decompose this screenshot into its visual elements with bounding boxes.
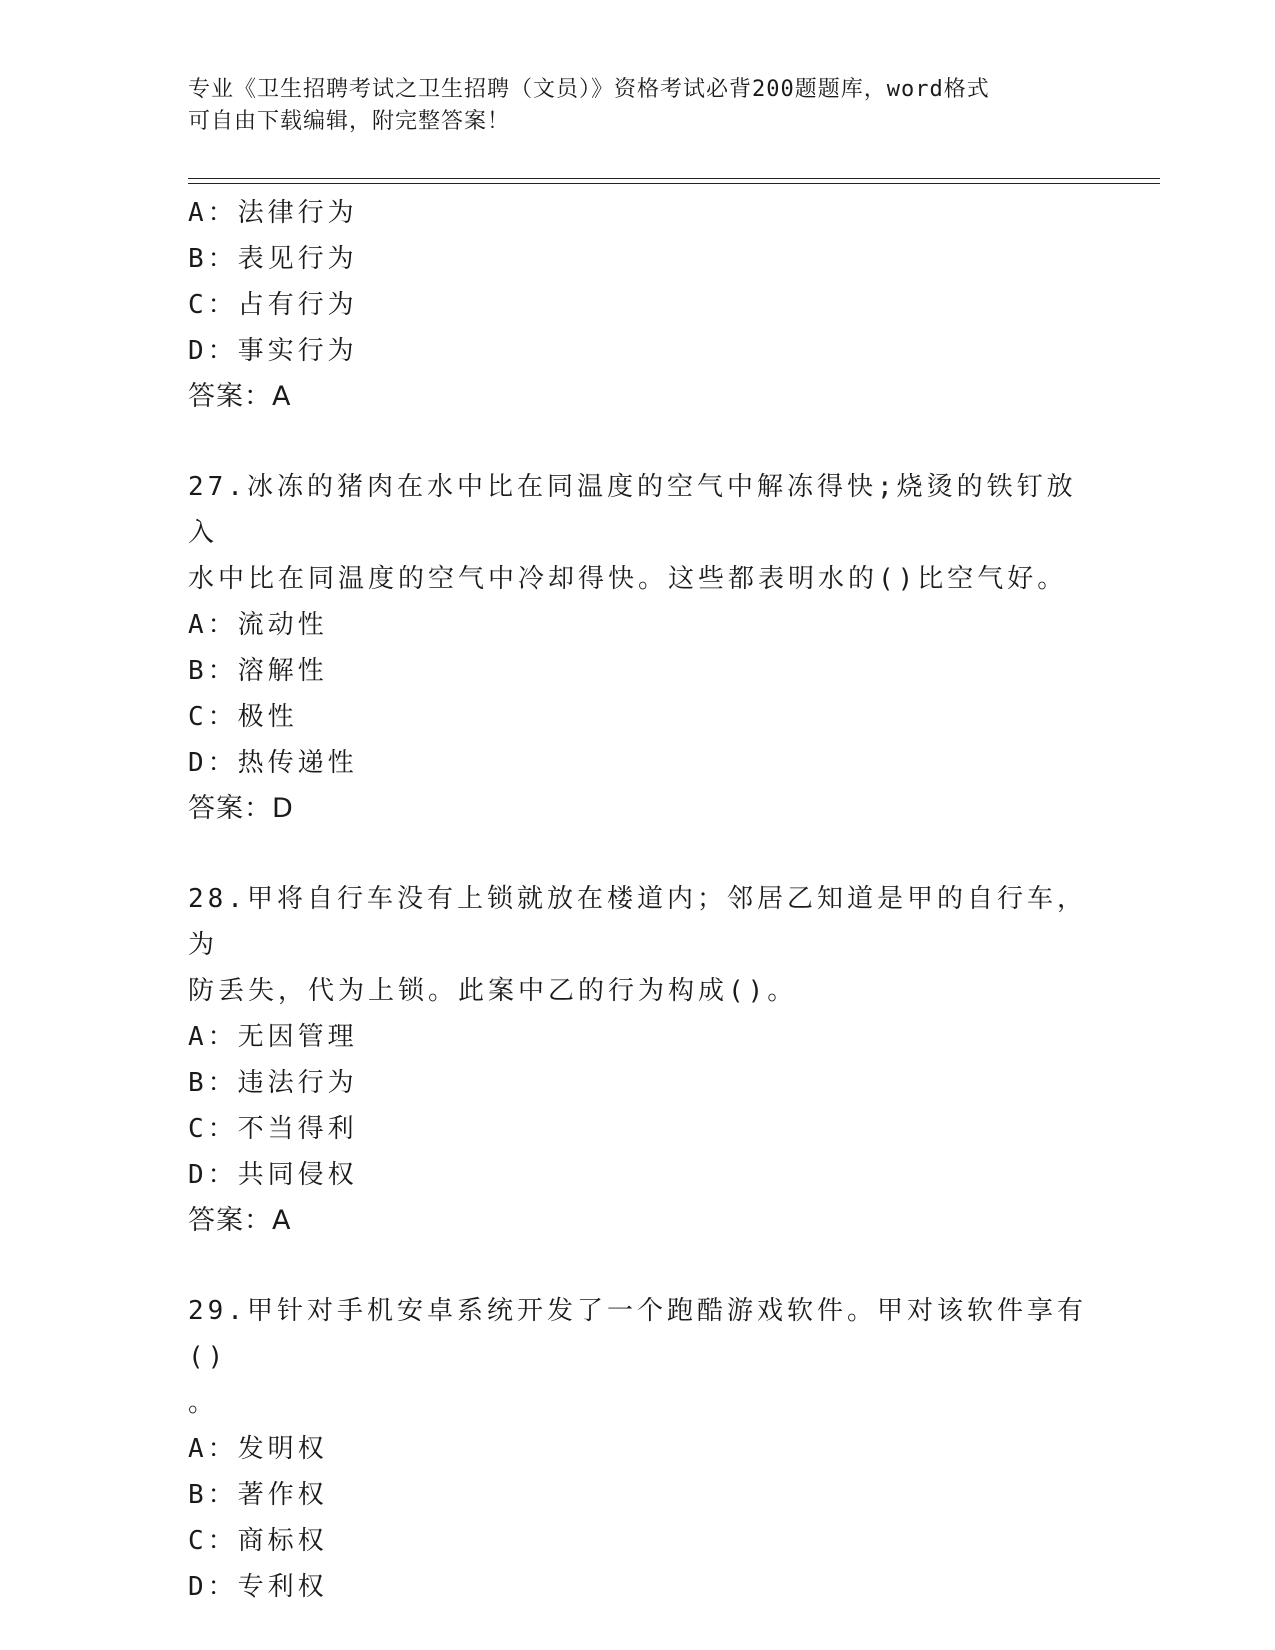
- option-c: C：不当得利: [188, 1114, 358, 1144]
- answer-line: 答案：A: [188, 381, 292, 412]
- answer-line: 答案：A: [188, 1205, 292, 1236]
- option-c: C：占有行为: [188, 290, 358, 320]
- option-b: B：著作权: [188, 1480, 328, 1510]
- question-text-line: 28.甲将自行车没有上锁就放在楼道内；邻居乙知道是甲的自行车，为: [188, 884, 1087, 960]
- option-d: D：专利权: [188, 1572, 328, 1602]
- header-rule-top: [188, 178, 1160, 179]
- question-text-line: 27.冰冻的猪肉在水中比在同温度的空气中解冻得快;烧烫的铁钉放入: [188, 472, 1077, 548]
- question-block-27: [188, 464, 1088, 832]
- answer-line: 答案：D: [188, 793, 294, 824]
- question-block-29: [188, 1288, 1088, 1610]
- header-rule-bottom: [188, 183, 1160, 184]
- header-title-line2: 可自由下载编辑，附完整答案！: [188, 109, 511, 134]
- question-text-line: 防丢失，代为上锁。此案中乙的行为构成()。: [188, 976, 798, 1006]
- question-text-line: 。: [188, 1388, 219, 1418]
- option-c: C：商标权: [188, 1526, 328, 1556]
- question-text-line: 29.甲针对手机安卓系统开发了一个跑酷游戏软件。甲对该软件享有(): [188, 1296, 1087, 1372]
- header-title-line1: 专业《卫生招聘考试之卫生招聘（文员）》资格考试必背200题题库，word格式: [188, 77, 990, 102]
- option-c: C：极性: [188, 702, 298, 732]
- option-a: A：流动性: [188, 610, 328, 640]
- option-a: A：法律行为: [188, 198, 358, 228]
- question-text-line: 水中比在同温度的空气中冷却得快。这些都表明水的()比空气好。: [188, 564, 1068, 594]
- document-header: [188, 74, 1088, 138]
- option-b: B：违法行为: [188, 1068, 358, 1098]
- option-d: D：共同侵权: [188, 1160, 358, 1190]
- question-block-28: [188, 876, 1088, 1244]
- option-d: D：事实行为: [188, 336, 358, 366]
- option-b: B：表见行为: [188, 244, 358, 274]
- document-body: [188, 190, 1088, 1610]
- question-block-prev: [188, 190, 1088, 420]
- option-b: B：溶解性: [188, 656, 328, 686]
- option-a: A：无因管理: [188, 1022, 358, 1052]
- option-d: D：热传递性: [188, 748, 358, 778]
- option-a: A：发明权: [188, 1434, 328, 1464]
